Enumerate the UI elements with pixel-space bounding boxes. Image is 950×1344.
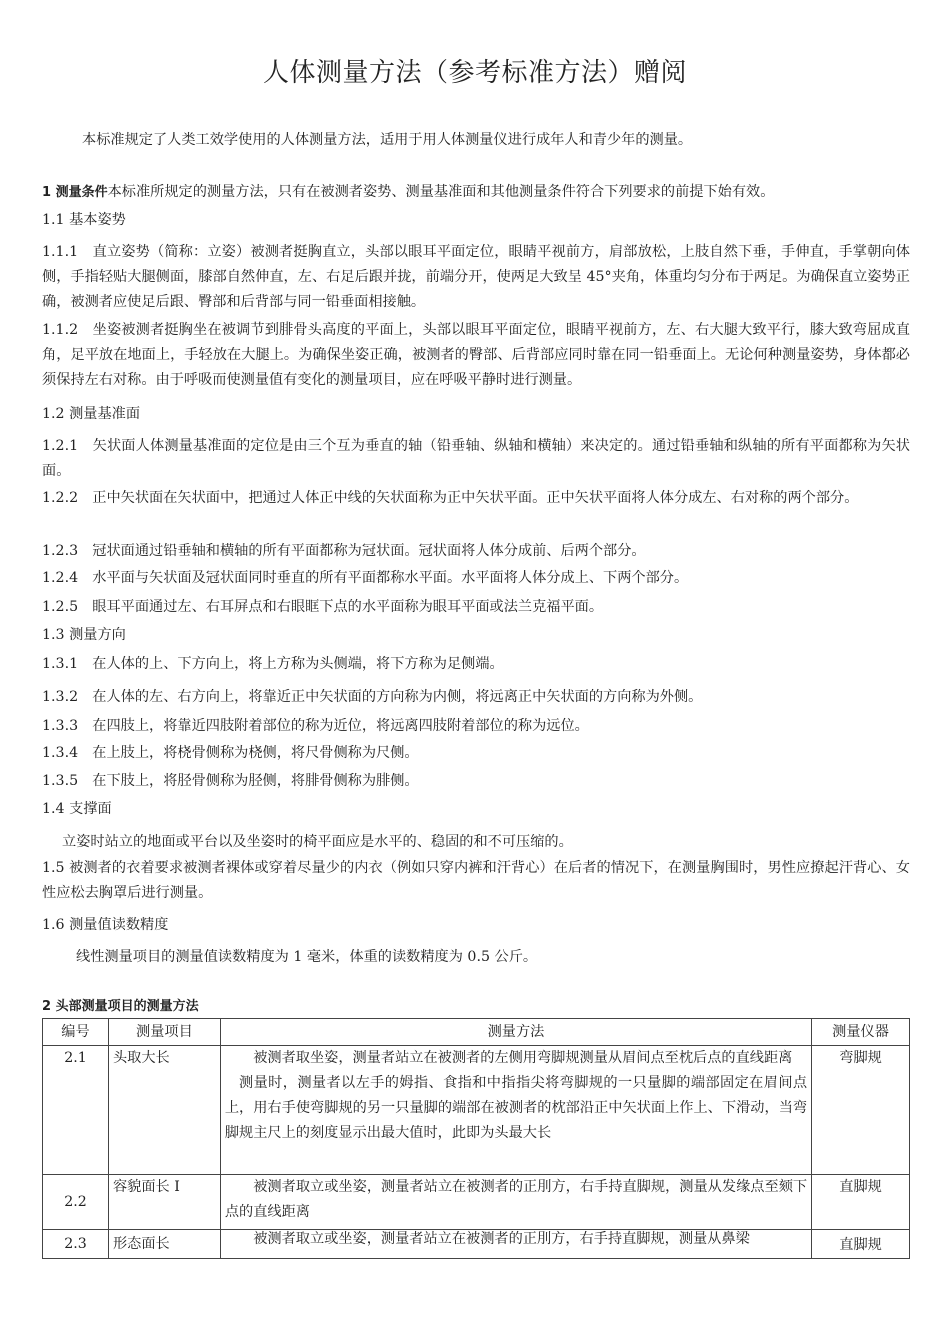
- row-item: 容貌面长 I: [108, 1175, 220, 1230]
- paragraph-1-2-4: 1.2.4 水平面与矢状面及冠状面同时垂直的所有平面都称水平面。水平面将人体分成上、下两个部分。: [42, 570, 689, 586]
- heading-1-2: 1.2 测量基准面: [42, 406, 141, 422]
- section-1-paragraph: [42, 180, 774, 205]
- row-method: [220, 1230, 811, 1259]
- row-no: 2.1: [43, 1046, 109, 1175]
- paragraph-1-1-2: 1.1.2 坐姿被测者挺胸坐在被调节到腓骨头高度的平面上，头部以眼耳平面定位，眼睛平视前方，左、右大腿大致平行，膝大致弯屈成直角，足平放在地面上，手轻放在大腿上。为确保坐姿正确，被测者的臀部、后背部应同时靠在同一铅垂面上。无论何种测量姿势，身体都必须保持左右对称。由于呼吸而使测量值有变化的测量项目，应在呼吸平静时进行测量。: [42, 322, 910, 388]
- paragraph-1-2-5: 1.2.5 眼耳平面通过左、右耳屏点和右眼眶下点的水平面称为眼耳平面或法兰克福平面。: [42, 599, 604, 615]
- section-1-text: 本标准所规定的测量方法，只有在被测者姿势、测量基准面和其他测量条件符合下列要求的前提下始有效。: [107, 184, 775, 200]
- paragraph-1-3-2: 1.3.2 在人体的左、右方向上，将靠近正中矢状面的方向称为内侧，将远离正中矢状面的方向称为外侧。: [42, 689, 703, 705]
- row-method: [220, 1175, 811, 1230]
- paragraph-1-2-3: 1.2.3 冠状面通过铅垂轴和横轴的所有平面都称为冠状面。冠状面将人体分成前、后两个部分。: [42, 543, 646, 559]
- heading-1-1: 1.1 基本姿势: [42, 212, 126, 228]
- row-item: 形态面长: [108, 1230, 220, 1259]
- row-item: 头取大长: [108, 1046, 220, 1175]
- row-no: 2.3: [43, 1230, 109, 1259]
- paragraph-1-3-1: 1.3.1 在人体的上、下方向上，将上方称为头侧端，将下方称为足侧端。: [42, 656, 504, 672]
- header-tool: 测量仪器: [812, 1019, 910, 1046]
- paragraph-1-3-3: 1.3.3 在四肢上，将靠近四肢附着部位的称为近位，将远离四肢附着部位的称为远位。: [42, 718, 589, 734]
- row-method: [220, 1046, 811, 1175]
- paragraph-1-4: 立姿时站立的地面或平台以及坐姿时的椅平面应是水平的、稳固的和不可压缩的。: [62, 834, 573, 850]
- header-no: 编号: [43, 1019, 109, 1046]
- table-row: [43, 1175, 910, 1230]
- paragraph-1-2-1: 1.2.1 矢状面人体测量基准面的定位是由三个互为垂直的轴（铅垂轴、纵轴和横轴）来决定的。通过铅垂轴和纵轴的所有平面都称为矢状面。: [42, 438, 910, 479]
- table-row: [43, 1046, 910, 1175]
- row-tool: 直脚规: [812, 1175, 910, 1230]
- row-method-line-1: 被测者取坐姿，测量者站立在被测者的左侧用弯脚规测量从眉间点至枕后点的直线距离: [253, 1050, 793, 1066]
- row-method-line-1: 被测者取立或坐姿，测量者站立在被测者的正刖方，右手持直脚规，测量从鼻梁: [253, 1231, 750, 1247]
- table-row: [43, 1230, 910, 1259]
- paragraph-1-1-1: 1.1.1 直立姿势（简称：立姿）被测者挺胸直立，头部以眼耳平面定位，眼睛平视前方，肩部放松，上肢自然下垂，手伸直，手掌朝向体侧，手指轻贴大腿侧面，膝部自然伸直，左、右足后跟并拢，前端分开，使两足大致呈 45°夹角，体重均匀分布于两足。为确保直立姿势正确，被测者应使足后跟、臀部和后背部与同一铅垂面相接触。: [42, 244, 910, 310]
- paragraph-1-6: 线性测量项目的测量值读数精度为 1 毫米，体重的读数精度为 0.5 公斤。: [76, 949, 538, 965]
- intro-paragraph: 本标准规定了人类工效学使用的人体测量方法，适用于用人体测量仪进行成年人和青少年的测量。: [82, 132, 693, 148]
- document-title: 人体测量方法（参考标准方法）赠阅: [262, 58, 687, 88]
- paragraph-1-3-5: 1.3.5 在下肢上，将胫骨侧称为胫侧，将腓骨侧称为腓侧。: [42, 773, 419, 789]
- row-tool: 直脚规: [812, 1230, 910, 1259]
- table-header-row: [43, 1019, 910, 1046]
- heading-1-3: 1.3 测量方向: [42, 627, 126, 643]
- row-no: 2.2: [43, 1175, 109, 1230]
- header-method: 测量方法: [220, 1019, 811, 1046]
- heading-1-4: 1.4 支撑面: [42, 801, 112, 817]
- header-item: 测量项目: [108, 1019, 220, 1046]
- heading-1-6: 1.6 测量值读数精度: [42, 917, 169, 933]
- heading-2: 2 头部测量项目的测量方法: [42, 999, 199, 1014]
- row-tool: 弯脚规: [812, 1046, 910, 1175]
- section-1-heading: 1 测量条件: [42, 185, 108, 200]
- row-method-line-2: 测量时，测量者以左手的姆指、食指和中指指尖将弯脚规的一只量脚的端部固定在眉间点上，用右手使弯脚规的另一只量脚的端部在被测者的枕部沿正中矢状面上作上、下滑动，当弯脚规主尺上的刻度显示出最大值时，此即为头最大长: [224, 1075, 808, 1141]
- paragraph-1-2-2: 1.2.2 正中矢状面在矢状面中，把通过人体正中线的矢状面称为正中矢状平面。正中矢状平面将人体分成左、右对称的两个部分。: [42, 490, 859, 506]
- row-method-line-1: 被测者取立或坐姿，测量者站立在被测者的正刖方，右手持直脚规，测量从发缘点至颏下点的直线距离: [224, 1179, 808, 1220]
- measurement-table: [42, 1018, 910, 1259]
- paragraph-1-5: 1.5 被测者的衣着要求被测者裸体或穿着尽量少的内衣（例如只穿内裤和汗背心）在后者的情况下，在测量胸围时，男性应撩起汗背心、女性应松去胸罩后进行测量。: [42, 860, 910, 901]
- paragraph-1-3-4: 1.3.4 在上肢上，将桡骨侧称为桡侧，将尺骨侧称为尺侧。: [42, 745, 419, 761]
